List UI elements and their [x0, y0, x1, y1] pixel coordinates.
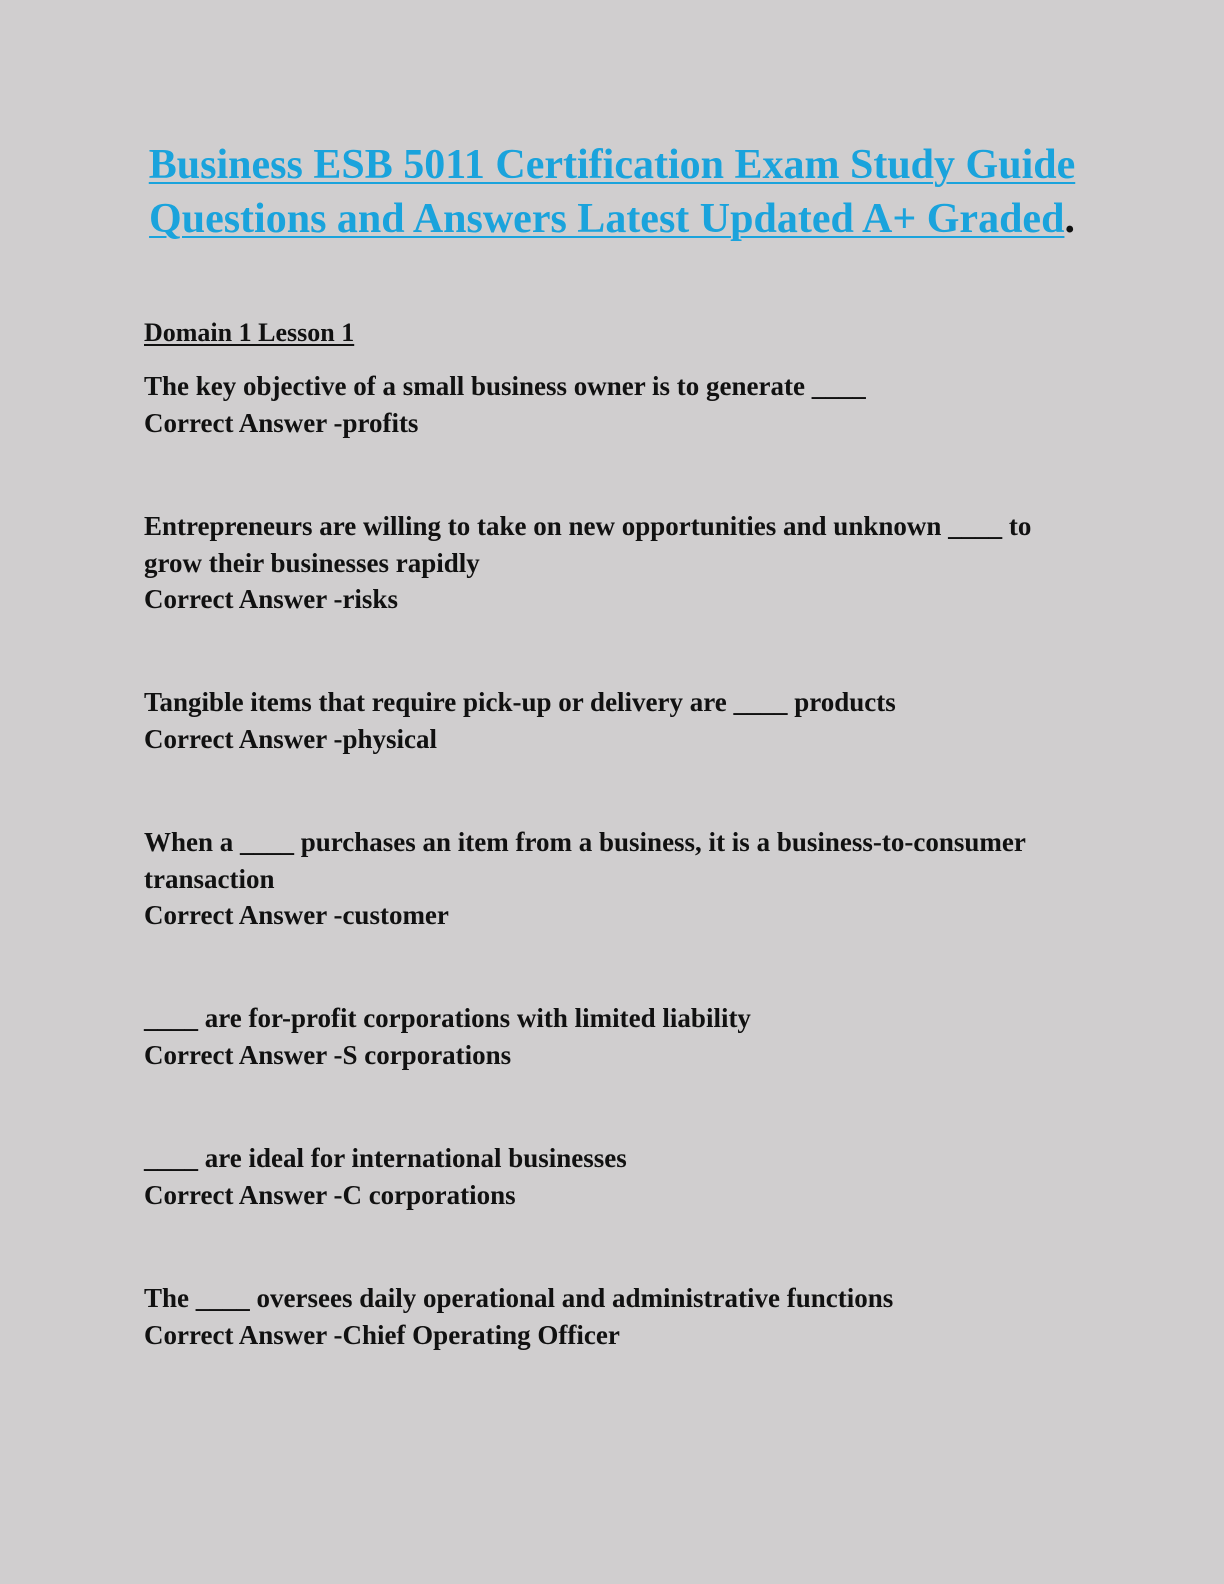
answer-text: Correct Answer -C corporations — [144, 1179, 516, 1210]
qa-item — [144, 1000, 1044, 1073]
answer-text: Correct Answer -customer — [144, 900, 449, 930]
question-text: Entrepreneurs are willing to take on new opportunities and unknown ____ to grow their businesses rapidly — [144, 511, 1032, 578]
answer-text: Correct Answer -profits — [144, 407, 419, 438]
answer-text: Correct Answer -Chief Operating Officer — [144, 1319, 620, 1350]
answer-text: Correct Answer -physical — [144, 723, 437, 754]
answer-text: Correct Answer -S corporations — [144, 1039, 512, 1070]
answer-text: Correct Answer -risks — [144, 584, 398, 614]
question-text: Tangible items that require pick-up or delivery are ____ products — [144, 687, 896, 717]
section-heading: Domain 1 Lesson 1 — [144, 318, 355, 347]
qa-item — [144, 368, 1044, 441]
qa-item — [144, 824, 1044, 934]
question-text: When a ____ purchases an item from a business, it is a business-to-consumer transaction — [144, 827, 1026, 894]
question-text: The key objective of a small business owner is to generate ____ — [144, 371, 866, 401]
qa-item — [144, 1280, 1044, 1353]
question-text: ____ are ideal for international businesses — [144, 1143, 627, 1173]
qa-item — [144, 508, 1044, 618]
qa-item — [144, 1140, 1044, 1213]
question-text: The ____ oversees daily operational and administrative functions — [144, 1283, 894, 1313]
qa-item — [144, 684, 1044, 757]
title-link[interactable]: Business ESB 5011 Certification Exam Study Guide Questions and Answers Latest Updated A+ Graded — [148, 142, 1076, 242]
question-text: ____ are for-profit corporations with limited liability — [144, 1003, 751, 1033]
document-title — [120, 138, 1104, 246]
title-period: . — [1064, 196, 1075, 242]
